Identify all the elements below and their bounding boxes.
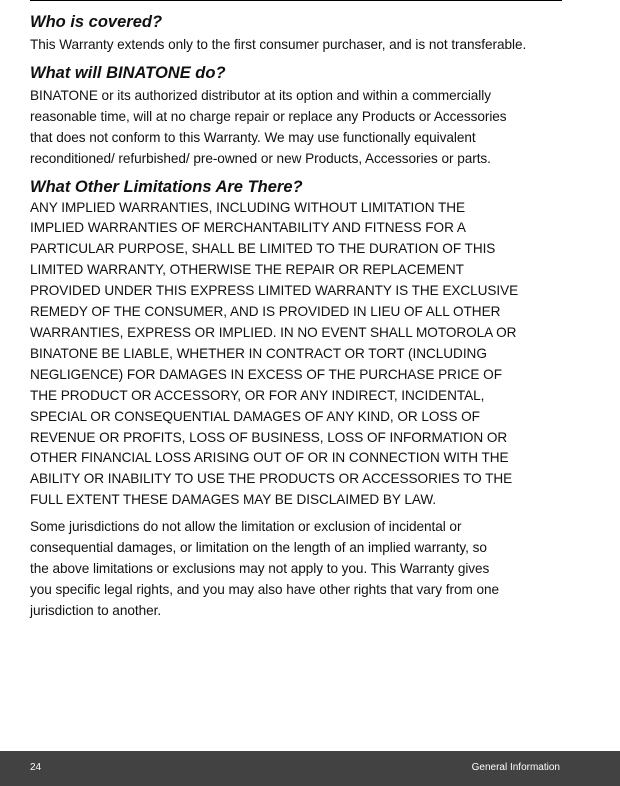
paragraph-implied-warranties: ANY IMPLIED WARRANTIES, INCLUDING WITHOUT LIMITATION THE IMPLIED WARRANTIES OF MERCHANTABILITY AND FITNESS FOR A PARTICULAR PURPOSE, SHALL BE LIMITED TO THE DURATION OF THIS LIMITED WARRANTY, OTHERWISE THE REPAIR OR REPLACEMENT PROVIDED UNDER THIS EXPRESS LIMITED WARRANTY IS THE EXCLUSIVE REMEDY OF THE CONSUMER, AND IS PROVIDED IN LIEU OF ALL OTHER WARRANTIES, EXPRESS OR IMPLIED. IN NO EVENT SHALL MOTOROLA OR BINATONE BE LIABLE, WHETHER IN CONTRACT OR TORT (INCLUDING NEGLIGENCE) FOR DAMAGES IN EXCESS OF THE PURCHASE PRICE OF THE PRODUCT OR ACCESSORY, OR FOR ANY INDIRECT, INCIDENTAL, SPECIAL OR CONSEQUENTIAL DAMAGES OF ANY KIND, OR LOSS OF REVENUE OR PROFITS, LOSS OF BUSINESS, LOSS OF INFORMATION OR OTHER FINANCIAL LOSS ARISING OUT OF OR IN CONNECTION WITH THE ABILITY OR INABILITY TO USE THE PRODUCTS OR ACCESSORIES TO THE FULL EXTENT THESE DAMAGES MAY BE DISCLAIMED BY LAW. [30,199,519,508]
page-footer [0,751,620,786]
heading-other-limitations: What Other Limitations Are There? [30,177,303,196]
footer-section-name: General Information [471,762,560,773]
page-number: 24 [30,762,42,773]
heading-who-is-covered: Who is covered? [30,13,163,31]
document-content [30,11,562,622]
top-rule [30,0,562,1]
paragraph-what-will-binatone-do: BINATONE or its authorized distributor at its option and within a commercially reasonable time, will at no charge repair or replace any Products or Accessories that does not conform to this Warranty. We may use functionally equivalent reconditioned/ refurbished/ pre-owned or new Products, Accessories or parts. [30,87,507,166]
heading-what-will-binatone-do: What will BINATONE do? [30,63,226,82]
paragraph-jurisdictions: Some jurisdictions do not allow the limitation or exclusion of incidental or consequential damages, or limitation on the length of an implied warranty, so the above limitations or exclusions may not apply to you. This Warranty gives you specific legal rights, and you may also have other rights that vary from one jurisdiction to another. [30,519,500,618]
paragraph-who-is-covered: This Warranty extends only to the first consumer purchaser, and is not transferable. [30,37,527,52]
